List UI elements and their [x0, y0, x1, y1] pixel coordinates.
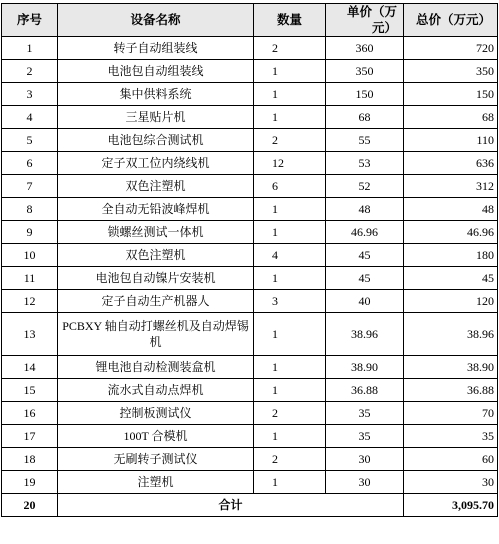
total-price-cell: 38.96 [404, 313, 498, 356]
row-index-cell: 10 [2, 244, 58, 267]
equipment-name-cell: 电池包自动镍片安装机 [58, 267, 254, 290]
quantity-cell: 1 [254, 106, 326, 129]
header-unit-price: 单价（万元） [326, 4, 404, 37]
quantity-cell: 2 [254, 448, 326, 471]
row-index-cell: 18 [2, 448, 58, 471]
unit-price-cell: 35 [326, 425, 404, 448]
row-index-cell: 16 [2, 402, 58, 425]
row-index-cell: 9 [2, 221, 58, 244]
table-row [2, 313, 498, 356]
row-index-cell: 5 [2, 129, 58, 152]
unit-price-cell: 45 [326, 244, 404, 267]
table-row [2, 448, 498, 471]
row-index-cell: 15 [2, 379, 58, 402]
unit-price-cell: 36.88 [326, 379, 404, 402]
total-price-cell: 68 [404, 106, 498, 129]
total-price-cell: 720 [404, 37, 498, 60]
unit-price-cell: 30 [326, 448, 404, 471]
total-price-cell: 38.90 [404, 356, 498, 379]
unit-price-cell: 150 [326, 83, 404, 106]
quantity-cell: 2 [254, 37, 326, 60]
table-row [2, 221, 498, 244]
unit-price-cell: 46.96 [326, 221, 404, 244]
unit-price-cell: 38.90 [326, 356, 404, 379]
quantity-cell: 3 [254, 290, 326, 313]
total-price-cell: 110 [404, 129, 498, 152]
equipment-name-cell: 集中供料系统 [58, 83, 254, 106]
total-price-cell: 180 [404, 244, 498, 267]
header-name: 设备名称 [58, 4, 254, 37]
header-total-price: 总价（万元） [404, 4, 498, 37]
total-price-cell: 312 [404, 175, 498, 198]
row-index-cell: 8 [2, 198, 58, 221]
total-price-cell: 35 [404, 425, 498, 448]
row-index-cell: 11 [2, 267, 58, 290]
quantity-cell: 1 [254, 313, 326, 356]
table-row [2, 379, 498, 402]
unit-price-cell: 40 [326, 290, 404, 313]
equipment-name-cell: 定子双工位内绕线机 [58, 152, 254, 175]
header-index: 序号 [2, 4, 58, 37]
table-row [2, 290, 498, 313]
total-price-cell: 120 [404, 290, 498, 313]
row-index-cell: 6 [2, 152, 58, 175]
total-price-cell: 350 [404, 60, 498, 83]
quantity-cell: 1 [254, 356, 326, 379]
total-price-cell: 30 [404, 471, 498, 494]
equipment-name-cell: 无刷转子测试仪 [58, 448, 254, 471]
unit-price-cell: 360 [326, 37, 404, 60]
row-index-cell: 7 [2, 175, 58, 198]
row-index-cell: 1 [2, 37, 58, 60]
table-row [2, 175, 498, 198]
total-row-index: 20 [2, 494, 58, 517]
table-row [2, 60, 498, 83]
row-index-cell: 4 [2, 106, 58, 129]
table-row [2, 83, 498, 106]
total-price-cell: 60 [404, 448, 498, 471]
table-row [2, 425, 498, 448]
total-price-cell: 636 [404, 152, 498, 175]
equipment-name-cell: 双色注塑机 [58, 175, 254, 198]
row-index-cell: 19 [2, 471, 58, 494]
table-row [2, 356, 498, 379]
quantity-cell: 1 [254, 379, 326, 402]
unit-price-cell: 350 [326, 60, 404, 83]
equipment-name-cell: 控制板测试仪 [58, 402, 254, 425]
table-row [2, 152, 498, 175]
quantity-cell: 1 [254, 267, 326, 290]
row-index-cell: 3 [2, 83, 58, 106]
row-index-cell: 14 [2, 356, 58, 379]
quantity-cell: 6 [254, 175, 326, 198]
equipment-name-cell: 双色注塑机 [58, 244, 254, 267]
table-row [2, 37, 498, 60]
quantity-cell: 1 [254, 60, 326, 83]
quantity-cell: 1 [254, 198, 326, 221]
unit-price-cell: 35 [326, 402, 404, 425]
header-row [2, 4, 498, 37]
table-row [2, 244, 498, 267]
quantity-cell: 4 [254, 244, 326, 267]
unit-price-cell: 45 [326, 267, 404, 290]
equipment-name-cell: 注塑机 [58, 471, 254, 494]
unit-price-cell: 53 [326, 152, 404, 175]
equipment-name-cell: PCBXY 轴自动打螺丝机及自动焊锡机 [58, 313, 254, 356]
unit-price-cell: 30 [326, 471, 404, 494]
row-index-cell: 17 [2, 425, 58, 448]
total-price-cell: 48 [404, 198, 498, 221]
equipment-name-cell: 定子自动生产机器人 [58, 290, 254, 313]
total-price-cell: 150 [404, 83, 498, 106]
grand-total-value: 3,095.70 [404, 494, 498, 517]
row-index-cell: 2 [2, 60, 58, 83]
row-index-cell: 12 [2, 290, 58, 313]
total-price-cell: 46.96 [404, 221, 498, 244]
equipment-name-cell: 三星贴片机 [58, 106, 254, 129]
quantity-cell: 1 [254, 83, 326, 106]
equipment-name-cell: 转子自动组装线 [58, 37, 254, 60]
table-row [2, 106, 498, 129]
unit-price-cell: 52 [326, 175, 404, 198]
unit-price-cell: 48 [326, 198, 404, 221]
table-row [2, 129, 498, 152]
header-quantity: 数量 [254, 4, 326, 37]
total-label: 合计 [58, 494, 404, 517]
total-price-cell: 70 [404, 402, 498, 425]
equipment-name-cell: 电池包自动组装线 [58, 60, 254, 83]
unit-price-cell: 38.96 [326, 313, 404, 356]
unit-price-cell: 55 [326, 129, 404, 152]
equipment-name-cell: 100T 合模机 [58, 425, 254, 448]
total-row [2, 494, 498, 517]
quantity-cell: 1 [254, 471, 326, 494]
quantity-cell: 12 [254, 152, 326, 175]
table-row [2, 402, 498, 425]
total-price-cell: 45 [404, 267, 498, 290]
equipment-name-cell: 电池包综合测试机 [58, 129, 254, 152]
quantity-cell: 1 [254, 425, 326, 448]
total-price-cell: 36.88 [404, 379, 498, 402]
equipment-name-cell: 流水式自动点焊机 [58, 379, 254, 402]
table-row [2, 267, 498, 290]
equipment-name-cell: 全自动无铅波峰焊机 [58, 198, 254, 221]
equipment-name-cell: 锁螺丝测试一体机 [58, 221, 254, 244]
quantity-cell: 2 [254, 129, 326, 152]
quantity-cell: 1 [254, 221, 326, 244]
unit-price-cell: 68 [326, 106, 404, 129]
equipment-table [1, 3, 498, 517]
table-row [2, 198, 498, 221]
equipment-name-cell: 锂电池自动检测装盒机 [58, 356, 254, 379]
table-row [2, 471, 498, 494]
row-index-cell: 13 [2, 313, 58, 356]
quantity-cell: 2 [254, 402, 326, 425]
